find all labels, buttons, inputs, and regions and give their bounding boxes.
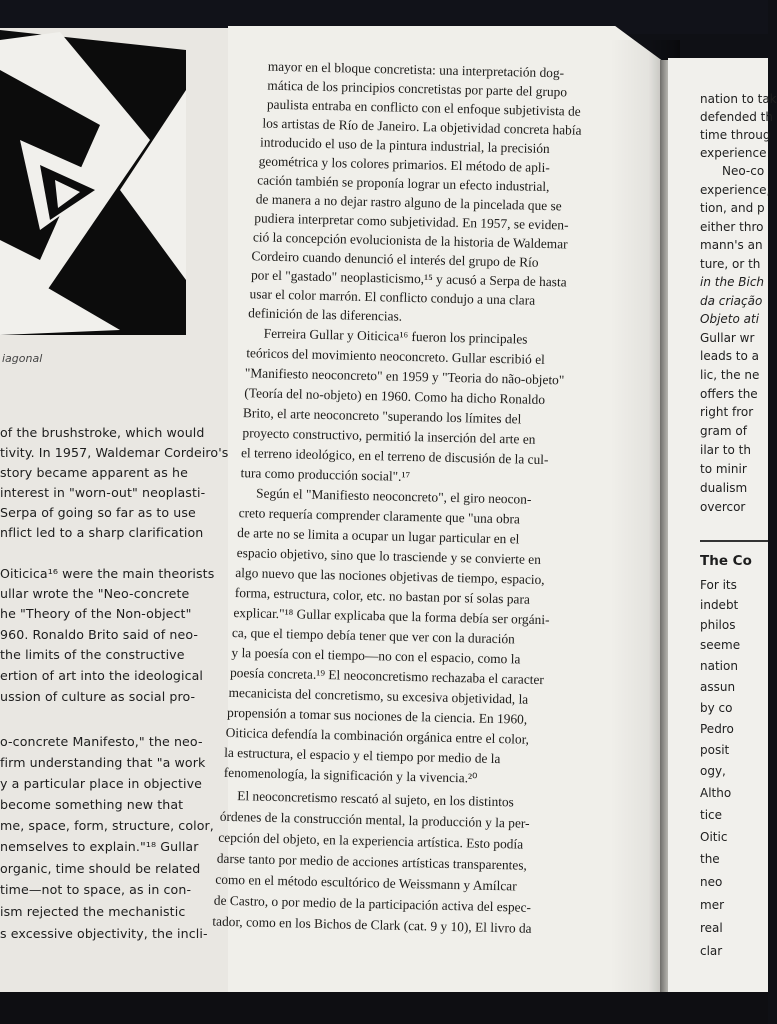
text-line: lic, the ne [700,368,760,382]
text-line: proyecto constructivo, permitió la inserción del arte en [242,425,536,447]
text-line: Oiticica¹⁶ were the main theorists [0,566,215,581]
text-line: clar [700,944,723,958]
text-line: nemselves to explain."¹⁸ Gullar [0,839,199,854]
text-line: mayor en el bloque concretista: una interpretación dog- [267,58,565,81]
text-line: (Teoría del no-objeto) en 1960. Como ha dicho Ronaldo [244,385,546,408]
text-line: fenomenología, la significación y la vivencia.²⁰ [223,764,478,786]
text-line: ilar to th [700,443,751,457]
text-line: da criação [700,294,763,308]
text-line: espacio objetivo, sino que lo trasciende y se convierte en [236,545,542,567]
text-line: forma, estructura, color, etc. no bastan por sí solas para [234,585,531,607]
text-line: story became apparent as he [0,465,188,480]
text-line: he "Theory of the Non-object" [0,606,192,621]
text-line: tion, and p [700,201,765,215]
text-line: Serpa of going so far as to use [0,505,196,520]
text-line: nation to tak [700,92,777,106]
text-line: For its [700,578,737,592]
text-line: 960. Ronaldo Brito said of neo- [0,627,199,642]
text-line: introducido el uso de la pintura industrial, la precisión [259,134,550,157]
text-line: tivity. In 1957, Waldemar Cordeiro's [0,445,229,460]
text-line: darse tanto por medio de acciones artísticas transparentes, [216,850,528,873]
text-line: poesía concreta.¹⁹ El neoconcretismo rechazaba el caracter [229,664,545,688]
text-line: ca, que el tiempo debía tener que ver con la duración [231,624,515,647]
text-line: gram of [700,424,747,438]
text-line: assun [700,680,736,694]
text-line: either thro [700,220,764,234]
text-line: dualism [700,481,748,495]
text-line: El neoconcretismo rescató al sujeto, en los distintos [237,788,515,810]
text-line: real [700,921,723,935]
text-line: órdenes de la construcción mental, la producción y la per- [219,808,530,831]
text-line: y la poesía con el tiempo—no con el espacio, como la [231,644,521,667]
text-line: s excessive objectivity, the incli- [0,926,208,941]
section-heading: The Co [700,553,752,569]
text-line: interest in "worn-out" neoplasti- [0,485,206,500]
text-line: Gullar wr [700,331,755,345]
text-line: to minir [700,462,747,476]
text-line: the limits of the constructive [0,647,185,662]
text-line: Neo-co [722,164,765,178]
text-line: mer [700,898,725,912]
text-line: mática de los principios concretistas por parte del grupo [267,77,568,100]
text-line: de manera a no dejar rastro alguno de la pincelada que se [255,191,562,214]
text-line: cación también se proponía lograr un efecto industrial, [257,172,550,195]
background-bottom [0,992,768,1024]
text-line: become something new that [0,797,184,812]
text-line: como en el método escultórico de Weissmann y Amílcar [215,871,517,894]
text-line: Pedro [700,722,734,736]
text-line: la estructura, el espacio y el tiempo por medio de la [224,744,501,767]
text-line: ullar wrote the "Neo-concrete [0,586,190,601]
text-line: los artistas de Río de Janeiro. La objetividad concreta había [262,115,582,138]
text-line: de Castro, o por medio de la participación activa del espec- [213,892,532,915]
text-line: ture, or th [700,257,761,271]
text-line: explicar."¹⁸ Gullar explicaba que la forma debía ser orgáni- [233,604,550,628]
text-line: Oiticica defendía la combinación orgánica entre el color, [225,724,530,747]
text-line: time—not to space, as in con- [0,882,192,897]
text-line: in the Bich [700,275,765,289]
text-line: Brito, el arte neoconcreto "superando los límites del [242,405,522,427]
text-line: right fror [700,405,754,419]
text-line: by co [700,701,733,715]
section-rule [700,540,768,542]
text-line: cepción del objeto, en la experiencia artística. Esto podía [218,829,524,852]
text-line: ism rejected the mechanistic [0,904,186,919]
text-line: Según el "Manifiesto neoconcreto", el giro neocon- [255,485,532,507]
text-line: overcor [700,500,746,514]
right-column-text [700,0,777,996]
text-line: tador, como en los Bichos de Clark (cat. 9 y 10), El livro da [212,913,532,936]
text-line: tice [700,808,723,822]
text-line: mann's an [700,238,763,252]
text-line: mecanicista del concretismo, su excesiva objetividad, la [228,684,529,707]
text-line: indebt [700,598,739,612]
text-line: usar el color marrón. El conflicto condujo a una clara [249,286,536,308]
text-line: seeme [700,638,741,652]
text-line: organic, time should be related [0,861,201,876]
text-line: "Manifiesto neoconcreto" en 1959 y "Teoria do não-objeto" [244,365,565,388]
text-line: paulista entraba en conflicto con el enfoque subjetivista de [266,96,581,119]
text-line: ertion of art into the ideological [0,668,204,683]
text-line: Oitic [700,830,728,844]
text-line: por el "gastado" neoplasticismo,¹⁵ y acusó a Serpa de hasta [250,267,567,290]
text-line: y a particular place in objective [0,776,202,791]
text-line: algo nuevo que las nociones objetivas de tiempo, espacio, [235,565,545,588]
text-line: the [700,852,720,866]
text-line: de arte no se limita a ocupar un lugar particular en el [237,525,520,547]
text-line: defended th [700,110,773,124]
text-line: tura como producción social".¹⁷ [240,465,411,484]
text-line: philos [700,618,736,632]
text-line: ció la concepción evolucionista de la historia de Waldemar [252,229,568,252]
text-line: posit [700,743,730,757]
text-line: of the brushstroke, which would [0,425,205,440]
text-line: ogy, [700,764,726,778]
text-line: nflict led to a sharp clarification [0,525,204,540]
text-line: geométrica y los colores primarios. El método de apli- [258,153,550,176]
text-line: el terreno ideológico, en el terreno de discusión de la cul- [240,445,549,468]
text-line: neo [700,875,723,889]
text-line: experience, [700,183,771,197]
text-line: Ferreira Gullar y Oiticica¹⁶ fueron los principales [263,325,528,347]
text-line: o-concrete Manifesto," the neo- [0,734,203,749]
text-line: time throug [700,128,771,142]
text-line: firm understanding that "a work [0,755,206,770]
text-line: leads to a [700,349,759,363]
text-line: offers the [700,387,758,401]
text-line: Altho [700,786,732,800]
text-line: me, space, form, structure, color, [0,818,214,833]
text-line: ussion of culture as social pro- [0,689,196,704]
text-line: Objeto ati [700,312,760,326]
text-line: creto requería comprender claramente que "una obra [238,505,521,527]
figure-caption: iagonal [2,352,43,365]
text-line: pudiera interpretar como subjetividad. En 1957, se eviden- [254,210,569,233]
text-line: teóricos del movimiento neoconcreto. Gullar escribió el [246,345,546,367]
text-line: propensión a tomar sus nociones de la ciencia. En 1960, [226,704,528,727]
text-line: definición de las diferencias. [248,305,403,324]
text-line: Cordeiro cuando denunció el interés del grupo de Río [251,248,539,270]
text-line: experience [700,146,767,160]
text-line: nation [700,659,738,673]
center-column-text [212,58,620,986]
